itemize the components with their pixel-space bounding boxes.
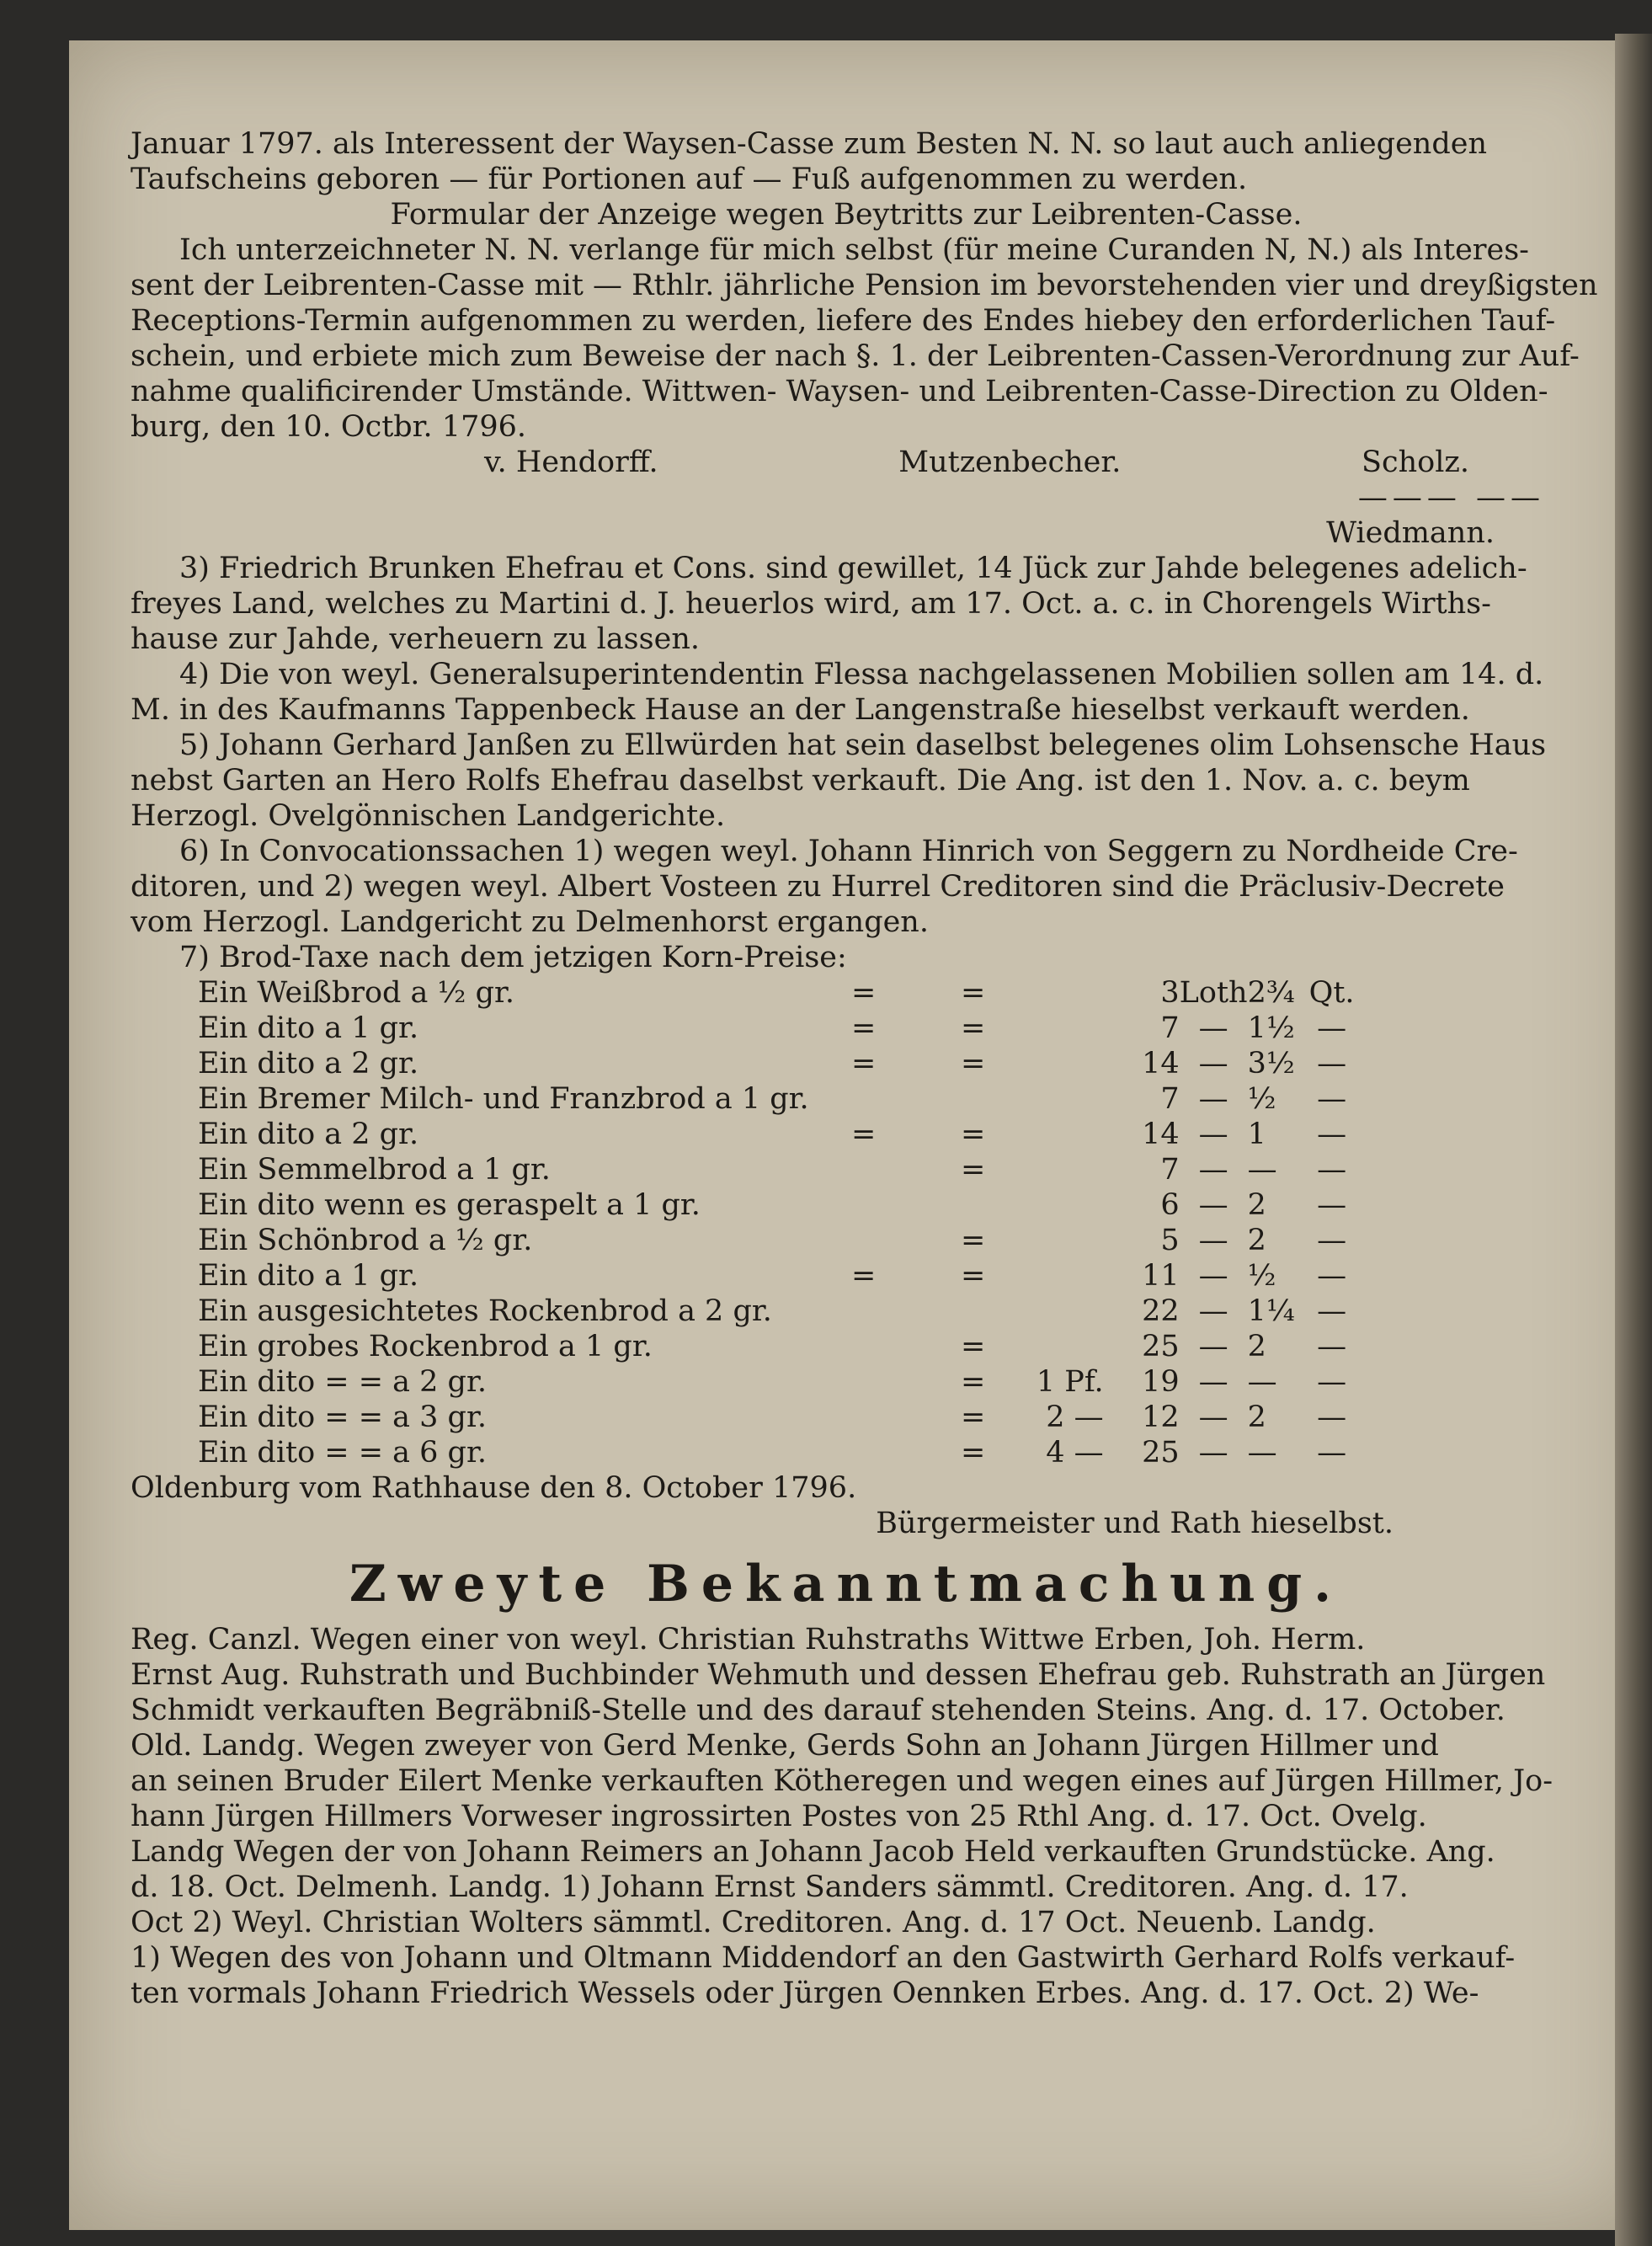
section-heading: Zweyte Bekanntmachung. [349, 1555, 1344, 1614]
brod-taxe-cell-qv: ½ [1247, 1082, 1276, 1116]
brod-taxe-cell-item: Ein dito wenn es geraspelt a 1 gr. [198, 1188, 701, 1222]
text-line: hann Jürgen Hillmers Vorweser ingrossirten Postes von 25 Rthl Ang. d. 17. Oct. Ovelg. [131, 1800, 1427, 1833]
brod-taxe-cell-s1: — [1198, 1365, 1228, 1399]
brod-taxe-cell-loth: 19 [1142, 1365, 1180, 1399]
brod-taxe-cell-d1 [809, 1294, 919, 1329]
brod-taxe-cell-loth: 5 [1160, 1224, 1180, 1257]
brod-taxe-cell-qv: — [1247, 1153, 1277, 1187]
brod-taxe-cell-q: — [1317, 1082, 1347, 1116]
brod-taxe-cell-loth: 7 [1160, 1082, 1180, 1116]
brod-taxe-cell-qv: 2 [1247, 1224, 1266, 1257]
brod-taxe-cell-item: Ein dito a 2 gr. [198, 1047, 419, 1080]
brod-taxe-cell-pf [1028, 1011, 1104, 1046]
text-line: nahme qualificirender Umstände. Wittwen- Waysen- und Leibrenten-Casse-Direction zu Olden- [131, 375, 1548, 408]
brod-taxe-cell-qv: — [1247, 1436, 1277, 1470]
brod-taxe-cell-loth: 25 [1142, 1436, 1180, 1470]
text-line: an seinen Bruder Eilert Menke verkauften Kötheregen und wegen eines auf Jürgen Hillmer, Jo- [131, 1764, 1553, 1798]
brod-taxe-cell-qv: 2 [1247, 1400, 1266, 1434]
brod-taxe-cell-s1: Loth [1179, 976, 1248, 1010]
signature-wiedmann: Wiedmann. [1326, 516, 1495, 550]
brod-taxe-cell-q: — [1317, 1118, 1347, 1151]
brod-taxe-cell-q: — [1317, 1436, 1347, 1470]
brod-taxe-cell-d1 [809, 1435, 919, 1470]
brod-taxe-cell-d2: = [961, 976, 986, 1010]
brod-taxe-cell-s1: — [1198, 1436, 1228, 1470]
text-line: Landg Wegen der von Johann Reimers an Johann Jacob Held verkauften Grundstücke. Ang. [131, 1835, 1495, 1869]
brod-taxe-cell-s1: — [1198, 1082, 1228, 1116]
text-line: M. in des Kaufmanns Tappenbeck Hause an der Langenstraße hieselbst verkauft werden. [131, 693, 1470, 727]
brod-taxe-cell-d2 [919, 1294, 1028, 1329]
brod-taxe-table [198, 975, 1366, 1470]
brod-taxe-cell-qv: 2 [1247, 1188, 1266, 1222]
signature-hendorff: v. Hendorff. [484, 445, 658, 479]
brod-taxe-row [198, 1400, 1366, 1435]
text-line: hause zur Jahde, verheuern zu lassen. [131, 622, 700, 656]
text-line: Old. Landg. Wegen zweyer von Gerd Menke, Gerds Sohn an Johann Jürgen Hillmer und [131, 1729, 1439, 1763]
brod-taxe-row [198, 1364, 1366, 1400]
brod-taxe-cell-q: — [1317, 1153, 1347, 1187]
brod-taxe-cell-s1: — [1198, 1011, 1228, 1045]
brod-taxe-row [198, 1011, 1366, 1046]
brod-taxe-cell-qv: — [1247, 1365, 1277, 1399]
brod-taxe-cell-d1 [809, 1081, 919, 1117]
brod-taxe-cell-item: Ein Semmelbrod a 1 gr. [198, 1153, 551, 1187]
brod-taxe-cell-pf [1028, 1152, 1104, 1187]
text-line: Januar 1797. als Interessent der Waysen-Casse zum Besten N. N. so laut auch anliegenden [131, 127, 1487, 161]
brod-taxe-cell-item: Ein dito a 1 gr. [198, 1259, 419, 1293]
brod-taxe-cell-q: — [1317, 1365, 1347, 1399]
brod-taxe-cell-q: — [1317, 1011, 1347, 1045]
brod-taxe-cell-d1 [809, 1223, 919, 1258]
brod-taxe-cell-d2: = [961, 1047, 986, 1080]
brod-taxe-cell-pf [1028, 1187, 1104, 1223]
text-line: Taufscheins geboren — für Portionen auf — Fuß aufgenommen zu werden. [131, 163, 1248, 196]
signature-rule: ——— —— [1357, 481, 1545, 515]
brod-taxe-row [198, 975, 1366, 1011]
brod-taxe-cell-loth: 11 [1142, 1259, 1180, 1293]
text-line: Receptions-Termin aufgenommen zu werden, liefere des Endes hiebey den erforderlichen Tauf- [131, 304, 1556, 338]
brod-taxe-cell-s1: — [1198, 1153, 1228, 1187]
brod-taxe-cell-pf [1028, 1081, 1104, 1117]
brod-taxe-cell-item: Ein Weißbrod a ½ gr. [198, 976, 515, 1010]
brod-taxe-cell-loth: 12 [1142, 1400, 1180, 1434]
text-line: freyes Land, welches zu Martini d. J. heuerlos wird, am 17. Oct. a. c. in Chorengels Wirths- [131, 587, 1491, 621]
brod-taxe-cell-q: — [1317, 1188, 1347, 1222]
brod-taxe-cell-q: — [1317, 1294, 1347, 1328]
brod-taxe-cell-pf [1028, 1258, 1104, 1294]
brod-taxe-cell-pf [1028, 1329, 1104, 1364]
signature-row [131, 445, 1562, 480]
brod-taxe-cell-qv: ½ [1247, 1259, 1276, 1293]
brod-taxe-cell-d2 [919, 1081, 1028, 1117]
brod-taxe-cell-d2: = [961, 1400, 986, 1434]
brod-taxe-row [198, 1081, 1366, 1117]
brod-taxe-cell-pf [1028, 1117, 1104, 1152]
brod-taxe-cell-loth: 22 [1142, 1294, 1180, 1328]
brod-taxe-cell-item: Ein dito = = a 2 gr. [198, 1365, 487, 1399]
brod-taxe-title: 7) Brod-Taxe nach dem jetzigen Korn-Preise: [179, 941, 847, 974]
brod-taxe-cell-s1: — [1198, 1294, 1228, 1328]
brod-taxe-cell-d1: = [851, 1047, 877, 1080]
text-line: Ernst Aug. Ruhstrath und Buchbinder Wehmuth und dessen Ehefrau geb. Ruhstrath an Jürgen [131, 1658, 1546, 1692]
formular-title: Formular der Anzeige wegen Beytritts zur Leibrenten-Casse. [390, 198, 1303, 232]
text-line: ditoren, und 2) wegen weyl. Albert Vosteen zu Hurrel Creditoren sind die Präclusiv-Decrete [131, 870, 1505, 904]
brod-taxe-cell-s1: — [1198, 1259, 1228, 1293]
brod-taxe-cell-q: — [1317, 1330, 1347, 1363]
brod-taxe-cell-item: Ein ausgesichtetes Rockenbrod a 2 gr. [198, 1294, 772, 1328]
brod-taxe-cell-loth: 25 [1142, 1330, 1180, 1363]
text-line: 6) In Convocationssachen 1) wegen weyl. Johann Hinrich von Seggern zu Nordheide Cre- [179, 835, 1518, 868]
text-line: nebst Garten an Hero Rolfs Ehefrau daselbst verkauft. Die Ang. ist den 1. Nov. a. c. beym [131, 764, 1470, 798]
brod-taxe-cell-loth: 14 [1142, 1118, 1180, 1151]
brod-taxe-cell-q: — [1317, 1224, 1347, 1257]
brod-taxe-cell-d1 [809, 1152, 919, 1187]
brod-taxe-cell-qv: 2¾ [1247, 976, 1295, 1010]
brod-taxe-cell-d2: = [961, 1011, 986, 1045]
text-line: schein, und erbiete mich zum Beweise der nach §. 1. der Leibrenten-Cassen-Verordnung zur Auf- [131, 339, 1580, 373]
brod-taxe-cell-qv: 1½ [1247, 1011, 1295, 1045]
text-line: Reg. Canzl. Wegen einer von weyl. Christian Ruhstraths Wittwe Erben, Joh. Herm. [131, 1623, 1366, 1656]
brod-taxe-cell-d1: = [851, 1259, 877, 1293]
brod-taxe-cell-pf [1028, 1294, 1104, 1329]
brod-taxe-cell-s1: — [1198, 1224, 1228, 1257]
brod-taxe-cell-d2: = [961, 1153, 986, 1187]
text-line: sent der Leibrenten-Casse mit — Rthlr. jährliche Pension im bevorstehenden vier und dreyßigsten [131, 269, 1598, 302]
brod-taxe-cell-item: Ein grobes Rockenbrod a 1 gr. [198, 1330, 653, 1363]
brod-taxe-cell-pf [1028, 1223, 1104, 1258]
brod-taxe-cell-pf [1028, 975, 1104, 1011]
signature-mutzenbecher: Mutzenbecher. [898, 445, 1122, 479]
brod-taxe-cell-pf [1028, 1046, 1104, 1081]
brod-taxe-cell-d1: = [851, 1011, 877, 1045]
signature-scholz: Scholz. [1362, 445, 1469, 479]
brod-taxe-cell-loth: 3 [1160, 976, 1180, 1010]
text-line: Herzogl. Ovelgönnischen Landgerichte. [131, 799, 726, 833]
brod-taxe-cell-d2: = [961, 1118, 986, 1151]
brod-taxe-cell-loth: 6 [1160, 1188, 1180, 1222]
brod-taxe-cell-s1: — [1198, 1188, 1228, 1222]
brod-taxe-cell-q: — [1317, 1259, 1347, 1293]
brod-taxe-cell-d2: = [961, 1365, 986, 1399]
brod-taxe-cell-s1: — [1198, 1047, 1228, 1080]
brod-taxe-row [198, 1187, 1366, 1223]
page-text [131, 126, 1598, 2011]
brod-taxe-cell-d1: = [851, 976, 877, 1010]
brod-taxe-cell-item: Ein dito = = a 6 gr. [198, 1436, 487, 1470]
brod-taxe-cell-item: Ein dito = = a 3 gr. [198, 1400, 487, 1434]
brod-taxe-cell-qv: 3½ [1247, 1047, 1295, 1080]
brod-taxe-cell-d1: = [851, 1118, 877, 1151]
text-line: 3) Friedrich Brunken Ehefrau et Cons. sind gewillet, 14 Jück zur Jahde belegenes adelich- [179, 552, 1527, 585]
text-line: Schmidt verkauften Begräbniß-Stelle und des darauf stehenden Steins. Ang. d. 17. October. [131, 1694, 1505, 1727]
text-line: ten vormals Johann Friedrich Wessels oder Jürgen Oennken Erbes. Ang. d. 17. Oct. 2) We- [131, 1977, 1479, 2010]
brod-taxe-row [198, 1258, 1366, 1294]
brod-taxe-cell-s1: — [1198, 1330, 1228, 1363]
text-line: 1) Wegen des von Johann und Oltmann Middendorf an den Gastwirth Gerhard Rolfs verkauf- [131, 1941, 1516, 1975]
book-spine [1615, 34, 1652, 2246]
text-line: vom Herzogl. Landgericht zu Delmenhorst ergangen. [131, 905, 929, 939]
oldenburg-date-line: Oldenburg vom Rathhause den 8. October 1796. [131, 1471, 857, 1505]
text-line: Oct 2) Weyl. Christian Wolters sämmtl. Creditoren. Ang. d. 17 Oct. Neuenb. Landg. [131, 1906, 1376, 1939]
brod-taxe-cell-d2 [919, 1187, 1028, 1223]
brod-taxe-cell-q: Qt. [1308, 976, 1355, 1010]
brod-taxe-cell-d2: = [961, 1224, 986, 1257]
brod-taxe-cell-qv: 2 [1247, 1330, 1266, 1363]
brod-taxe-cell-d1 [809, 1400, 919, 1435]
brod-taxe-cell-q: — [1317, 1400, 1347, 1434]
brod-taxe-cell-s1: — [1198, 1118, 1228, 1151]
brod-taxe-cell-pf: 2 — [1046, 1400, 1104, 1434]
brod-taxe-cell-d1 [809, 1364, 919, 1400]
brod-taxe-cell-item: Ein dito a 1 gr. [198, 1011, 419, 1045]
brod-taxe-cell-item: Ein dito a 2 gr. [198, 1118, 419, 1151]
brod-taxe-cell-q: — [1317, 1047, 1347, 1080]
brod-taxe-cell-d2: = [961, 1436, 986, 1470]
brod-taxe-cell-pf: 4 — [1046, 1436, 1104, 1470]
brod-taxe-row [198, 1223, 1366, 1258]
brod-taxe-row [198, 1435, 1366, 1470]
brod-taxe-cell-loth: 14 [1142, 1047, 1180, 1080]
text-line: d. 18. Oct. Delmenh. Landg. 1) Johann Ernst Sanders sämmtl. Creditoren. Ang. d. 17. [131, 1870, 1409, 1904]
text-line: 4) Die von weyl. Generalsuperintendentin Flessa nachgelassenen Mobilien sollen am 14. d. [179, 658, 1544, 691]
brod-taxe-row [198, 1117, 1366, 1152]
brod-taxe-cell-qv: 1 [1247, 1118, 1266, 1151]
buergermeister-line: Bürgermeister und Rath hieselbst. [876, 1507, 1394, 1540]
brod-taxe-cell-loth: 7 [1160, 1153, 1180, 1187]
text-line: Ich unterzeichneter N. N. verlange für mich selbst (für meine Curanden N, N.) als Interes- [179, 233, 1530, 267]
brod-taxe-cell-item: Ein Bremer Milch- und Franzbrod a 1 gr. [198, 1082, 809, 1116]
brod-taxe-cell-pf: 1 Pf. [1036, 1365, 1104, 1399]
brod-taxe-cell-item: Ein Schönbrod a ½ gr. [198, 1224, 533, 1257]
brod-taxe-row [198, 1046, 1366, 1081]
brod-taxe-cell-s1: — [1198, 1400, 1228, 1434]
brod-taxe-row [198, 1152, 1366, 1187]
text-line: burg, den 10. Octbr. 1796. [131, 410, 527, 444]
brod-taxe-cell-d1 [809, 1329, 919, 1364]
brod-taxe-cell-d2: = [961, 1330, 986, 1363]
brod-taxe-cell-loth: 7 [1160, 1011, 1180, 1045]
brod-taxe-cell-d2: = [961, 1259, 986, 1293]
brod-taxe-row [198, 1294, 1366, 1329]
text-line: 5) Johann Gerhard Janßen zu Ellwürden hat sein daselbst belegenes olim Lohsensche Haus [179, 728, 1547, 762]
brod-taxe-cell-qv: 1¼ [1247, 1294, 1295, 1328]
brod-taxe-row [198, 1329, 1366, 1364]
brod-taxe-cell-d1 [809, 1187, 919, 1223]
